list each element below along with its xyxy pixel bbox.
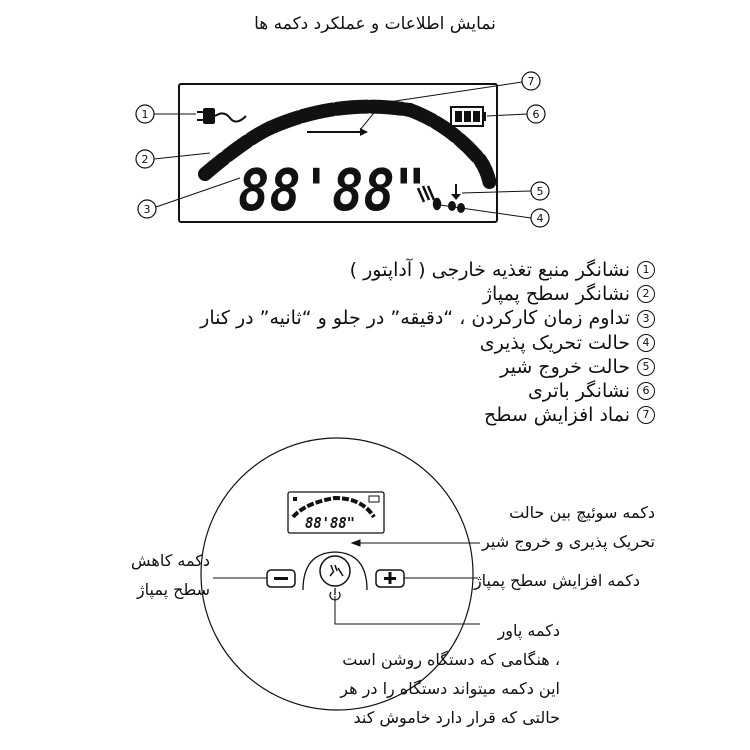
- callout-num: 5: [536, 185, 544, 198]
- legend-num: 1: [637, 261, 655, 279]
- legend-text: نشانگر سطح پمپاژ: [482, 283, 630, 306]
- power-label-line: حالتی که قرار دارد خاموش کند: [353, 708, 560, 727]
- callout-num: 3: [143, 203, 151, 216]
- legend-item: [0, 331, 655, 355]
- legend-text: نماد افزایش سطح: [483, 404, 630, 427]
- legend-item: [0, 282, 655, 306]
- legend-text: حالت خروج شیر: [500, 355, 630, 378]
- battery-icon: [451, 107, 486, 126]
- decrease-label-line: دکمه کاهش: [131, 551, 210, 570]
- legend-text: تداوم زمان کارکردن ، “دقیقه” در جلو و “ثانیه” در کنار: [200, 307, 630, 330]
- legend-item: [0, 258, 655, 282]
- legend-item: [0, 403, 655, 427]
- power-label-line: دکمه پاور: [497, 621, 560, 640]
- small-time-display: 88'88": [305, 514, 355, 532]
- power-label-line: ، هنگامی که دستگاه روشن است: [342, 650, 560, 669]
- legend-num: 2: [637, 285, 655, 303]
- button-leader-lines: [213, 540, 480, 624]
- small-battery-icon: [369, 496, 379, 502]
- minus-icon: [274, 577, 288, 580]
- legend-item: [0, 355, 655, 379]
- decrease-label-line: سطح پمپاژ: [136, 580, 210, 599]
- callout-num: 7: [527, 75, 535, 88]
- increase-button-label: دکمه افزایش سطح پمپاژ: [473, 571, 640, 590]
- switch-label-line: تحریک پذیری و خروج شیر: [482, 532, 655, 551]
- legend-num: 5: [637, 358, 655, 376]
- legend-num: 6: [637, 382, 655, 400]
- legend-num: 4: [637, 334, 655, 352]
- decrease-button-label: [100, 546, 210, 604]
- mode-switch-button: [320, 556, 350, 586]
- callout-num: 2: [141, 153, 149, 166]
- page-title: نمایش اطلاعات و عملکرد دکمه ها: [254, 14, 496, 34]
- switch-label-line: دکمه سوئیچ بین حالت: [509, 503, 655, 522]
- power-label-line: این دکمه میتواند دستگاه را در هر: [340, 679, 560, 698]
- legend-text: حالت تحریک پذیری: [479, 331, 630, 354]
- time-display: 88'88": [238, 156, 426, 224]
- legend-num: 3: [637, 310, 655, 328]
- callout-num: 1: [141, 108, 149, 121]
- power-button-label: [340, 616, 560, 732]
- legend-item: [0, 306, 655, 330]
- increase-arrow-icon: [307, 128, 368, 136]
- legend-text: نشانگر منبع تغذیه خارجی ( آداپتور ): [349, 259, 630, 281]
- callout-num: 6: [532, 108, 540, 121]
- legend-list: [0, 258, 655, 427]
- legend-text: نشانگر باتری: [527, 380, 630, 403]
- small-plug-icon: [293, 497, 297, 501]
- callout-num: 4: [536, 212, 544, 225]
- switch-button-label: [470, 498, 655, 556]
- legend-item: [0, 379, 655, 403]
- legend-num: 7: [637, 406, 655, 424]
- plug-icon: [197, 108, 246, 124]
